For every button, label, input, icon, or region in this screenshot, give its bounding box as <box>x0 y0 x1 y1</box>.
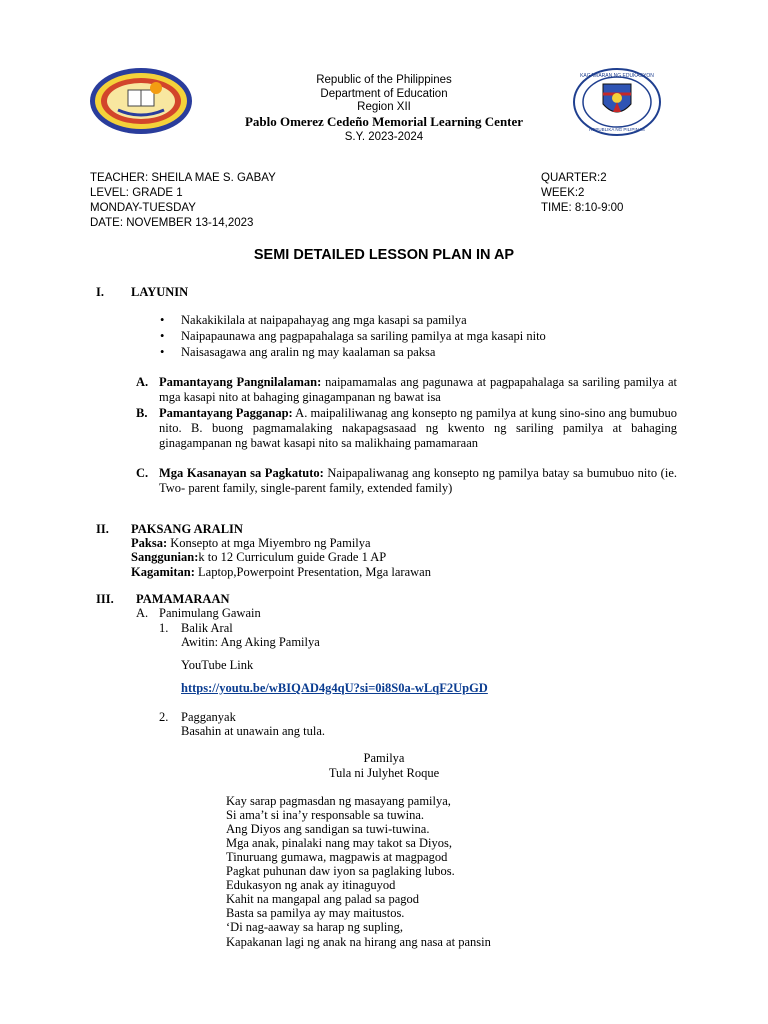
item-2-title: Pagganyak <box>181 710 236 724</box>
sanggunian-value: k to 12 Curriculum guide Grade 1 AP <box>198 550 387 564</box>
section-1-number: I. <box>96 285 104 299</box>
procedure-a-title: Panimulang Gawain <box>159 606 261 620</box>
item-2-instruction: Basahin at unawain ang tula. <box>181 724 326 738</box>
lesson-plan-title: SEMI DETAILED LESSON PLAN IN AP <box>253 247 515 263</box>
standard-a-text: naipamamalas ang pagunawa at pagpapahalaga sa sariling pamilya at mga kasapi nito at bahaging ginagampanan ng bawat isa <box>159 375 677 404</box>
header-school-name: Pablo Omerez Cedeño Memorial Learning Center <box>244 114 524 129</box>
paksa-value: Konsepto at mga Miyembro ng Pamilya <box>167 536 371 550</box>
section-2-heading: PAKSANG ARALIN <box>131 522 243 536</box>
bullet-icon: • <box>160 329 165 343</box>
poem-line: Tinuruang gumawa, magpawis at magpagod <box>226 850 448 864</box>
svg-text:KAGAWARAN NG EDUKASYON: KAGAWARAN NG EDUKASYON <box>580 73 654 79</box>
kagamitan-label: Kagamitan: <box>131 565 195 579</box>
standard-b-title: Pamantayang Pagganap: <box>159 406 293 420</box>
poem-author: Tula ni Julyhet Roque <box>328 766 440 780</box>
standard-b <box>159 406 677 451</box>
bullet-icon: • <box>160 345 165 359</box>
objective-item: Naisasagawa ang aralin ng may kaalaman sa paksa <box>181 345 436 359</box>
standard-a-label: A. <box>136 375 149 389</box>
poem-line: Ang Diyos ang sandigan sa tuwi-tuwina. <box>226 822 430 836</box>
info-date: DATE: NOVEMBER 13-14,2023 <box>90 217 254 229</box>
youtube-link-label: YouTube Link <box>181 658 254 672</box>
item-1-title: Balik Aral <box>181 621 233 635</box>
section-2-number: II. <box>96 522 109 536</box>
info-days: MONDAY-TUESDAY <box>90 202 196 214</box>
competency-c-label: C. <box>136 466 149 480</box>
poem-line: Mga anak, pinalaki nang may takot sa Diyos, <box>226 836 452 850</box>
sanggunian-line <box>131 550 386 565</box>
item-1-song: Awitin: Ang Aking Pamilya <box>181 635 320 649</box>
poem-line: Kay sarap pagmasdan ng masayang pamilya, <box>226 794 451 808</box>
info-quarter: QUARTER:2 <box>541 172 607 184</box>
poem-line: Kahit na mangapal ang palad sa pagod <box>226 892 419 906</box>
poem-title: Pamilya <box>363 751 405 765</box>
header-region: Region XII <box>357 101 411 113</box>
youtube-link[interactable]: https://youtu.be/wBIQAD4g4qU?si=0i8S0a-wLqF2UpGD <box>181 681 488 695</box>
kagamitan-line <box>131 565 431 580</box>
standard-a-title: Pamantayang Pangnilalaman: <box>159 375 322 389</box>
poem-line: Basta sa pamilya ay may maitustos. <box>226 906 405 920</box>
standard-b-text: A. maipaliliwanag ang konsepto ng pamilya at kung sino-sino ang bumubuo nito. B. buong pagmamalaking nakapagsasaad ng kwento ng sariling pamilya at bahaging ginagampanan ng bawat kasapi nito sa malikhaing pamamaraan <box>159 406 677 450</box>
procedure-a-label: A. <box>136 606 149 620</box>
info-time: TIME: 8:10-9:00 <box>541 202 624 214</box>
paksa-label: Paksa: <box>131 536 168 550</box>
poem-line: Si ama’t si ina’y responsable sa tuwina. <box>226 808 424 822</box>
item-2-number: 2. <box>159 710 169 724</box>
bullet-icon: • <box>160 313 165 327</box>
header-department: Department of Education <box>320 88 448 100</box>
competency-c-text: Naipapaliwanag ang konsepto ng pamilya batay sa bumubuo nito (ie. Two- parent family, single-parent family, extended family) <box>159 466 677 495</box>
sanggunian-label: Sanggunian: <box>131 550 199 564</box>
item-1-number: 1. <box>159 621 169 635</box>
objective-item: Naipapaunawa ang pagpapahalaga sa sariling pamilya at mga kasapi nito <box>181 329 546 343</box>
poem-line: Pagkat puhunan daw iyon sa paglaking lubos. <box>226 864 455 878</box>
info-week: WEEK:2 <box>541 187 585 199</box>
competency-c-title: Mga Kasanayan sa Pagkatuto: <box>159 466 324 480</box>
section-3-heading: PAMAMARAAN <box>136 592 230 606</box>
standard-a <box>159 375 677 405</box>
poem-line: ‘Di nag-aaway sa harap ng supling, <box>226 920 404 934</box>
info-level: LEVEL: GRADE 1 <box>90 187 183 199</box>
kagamitan-value: Laptop,Powerpoint Presentation, Mga larawan <box>194 565 431 579</box>
poem-line: Edukasyon ng anak ay itinaguyod <box>226 878 396 892</box>
header-school-year: S.Y. 2023-2024 <box>344 131 424 143</box>
info-teacher: TEACHER: SHEILA MAE S. GABAY <box>90 172 276 184</box>
objective-item: Nakakikilala at naipapahayag ang mga kasapi sa pamilya <box>181 313 467 327</box>
section-1-heading: LAYUNIN <box>131 285 189 299</box>
svg-text:REPUBLIKA NG PILIPINAS: REPUBLIKA NG PILIPINAS <box>589 127 645 132</box>
competency-c <box>159 466 677 496</box>
header-republic: Republic of the Philippines <box>316 74 452 86</box>
standard-b-label: B. <box>136 406 148 420</box>
section-3-number: III. <box>96 592 114 606</box>
paksa-line <box>131 536 371 551</box>
poem-line: Kapakanan lagi ng anak na hirang ang nasa at pansin <box>226 935 491 949</box>
